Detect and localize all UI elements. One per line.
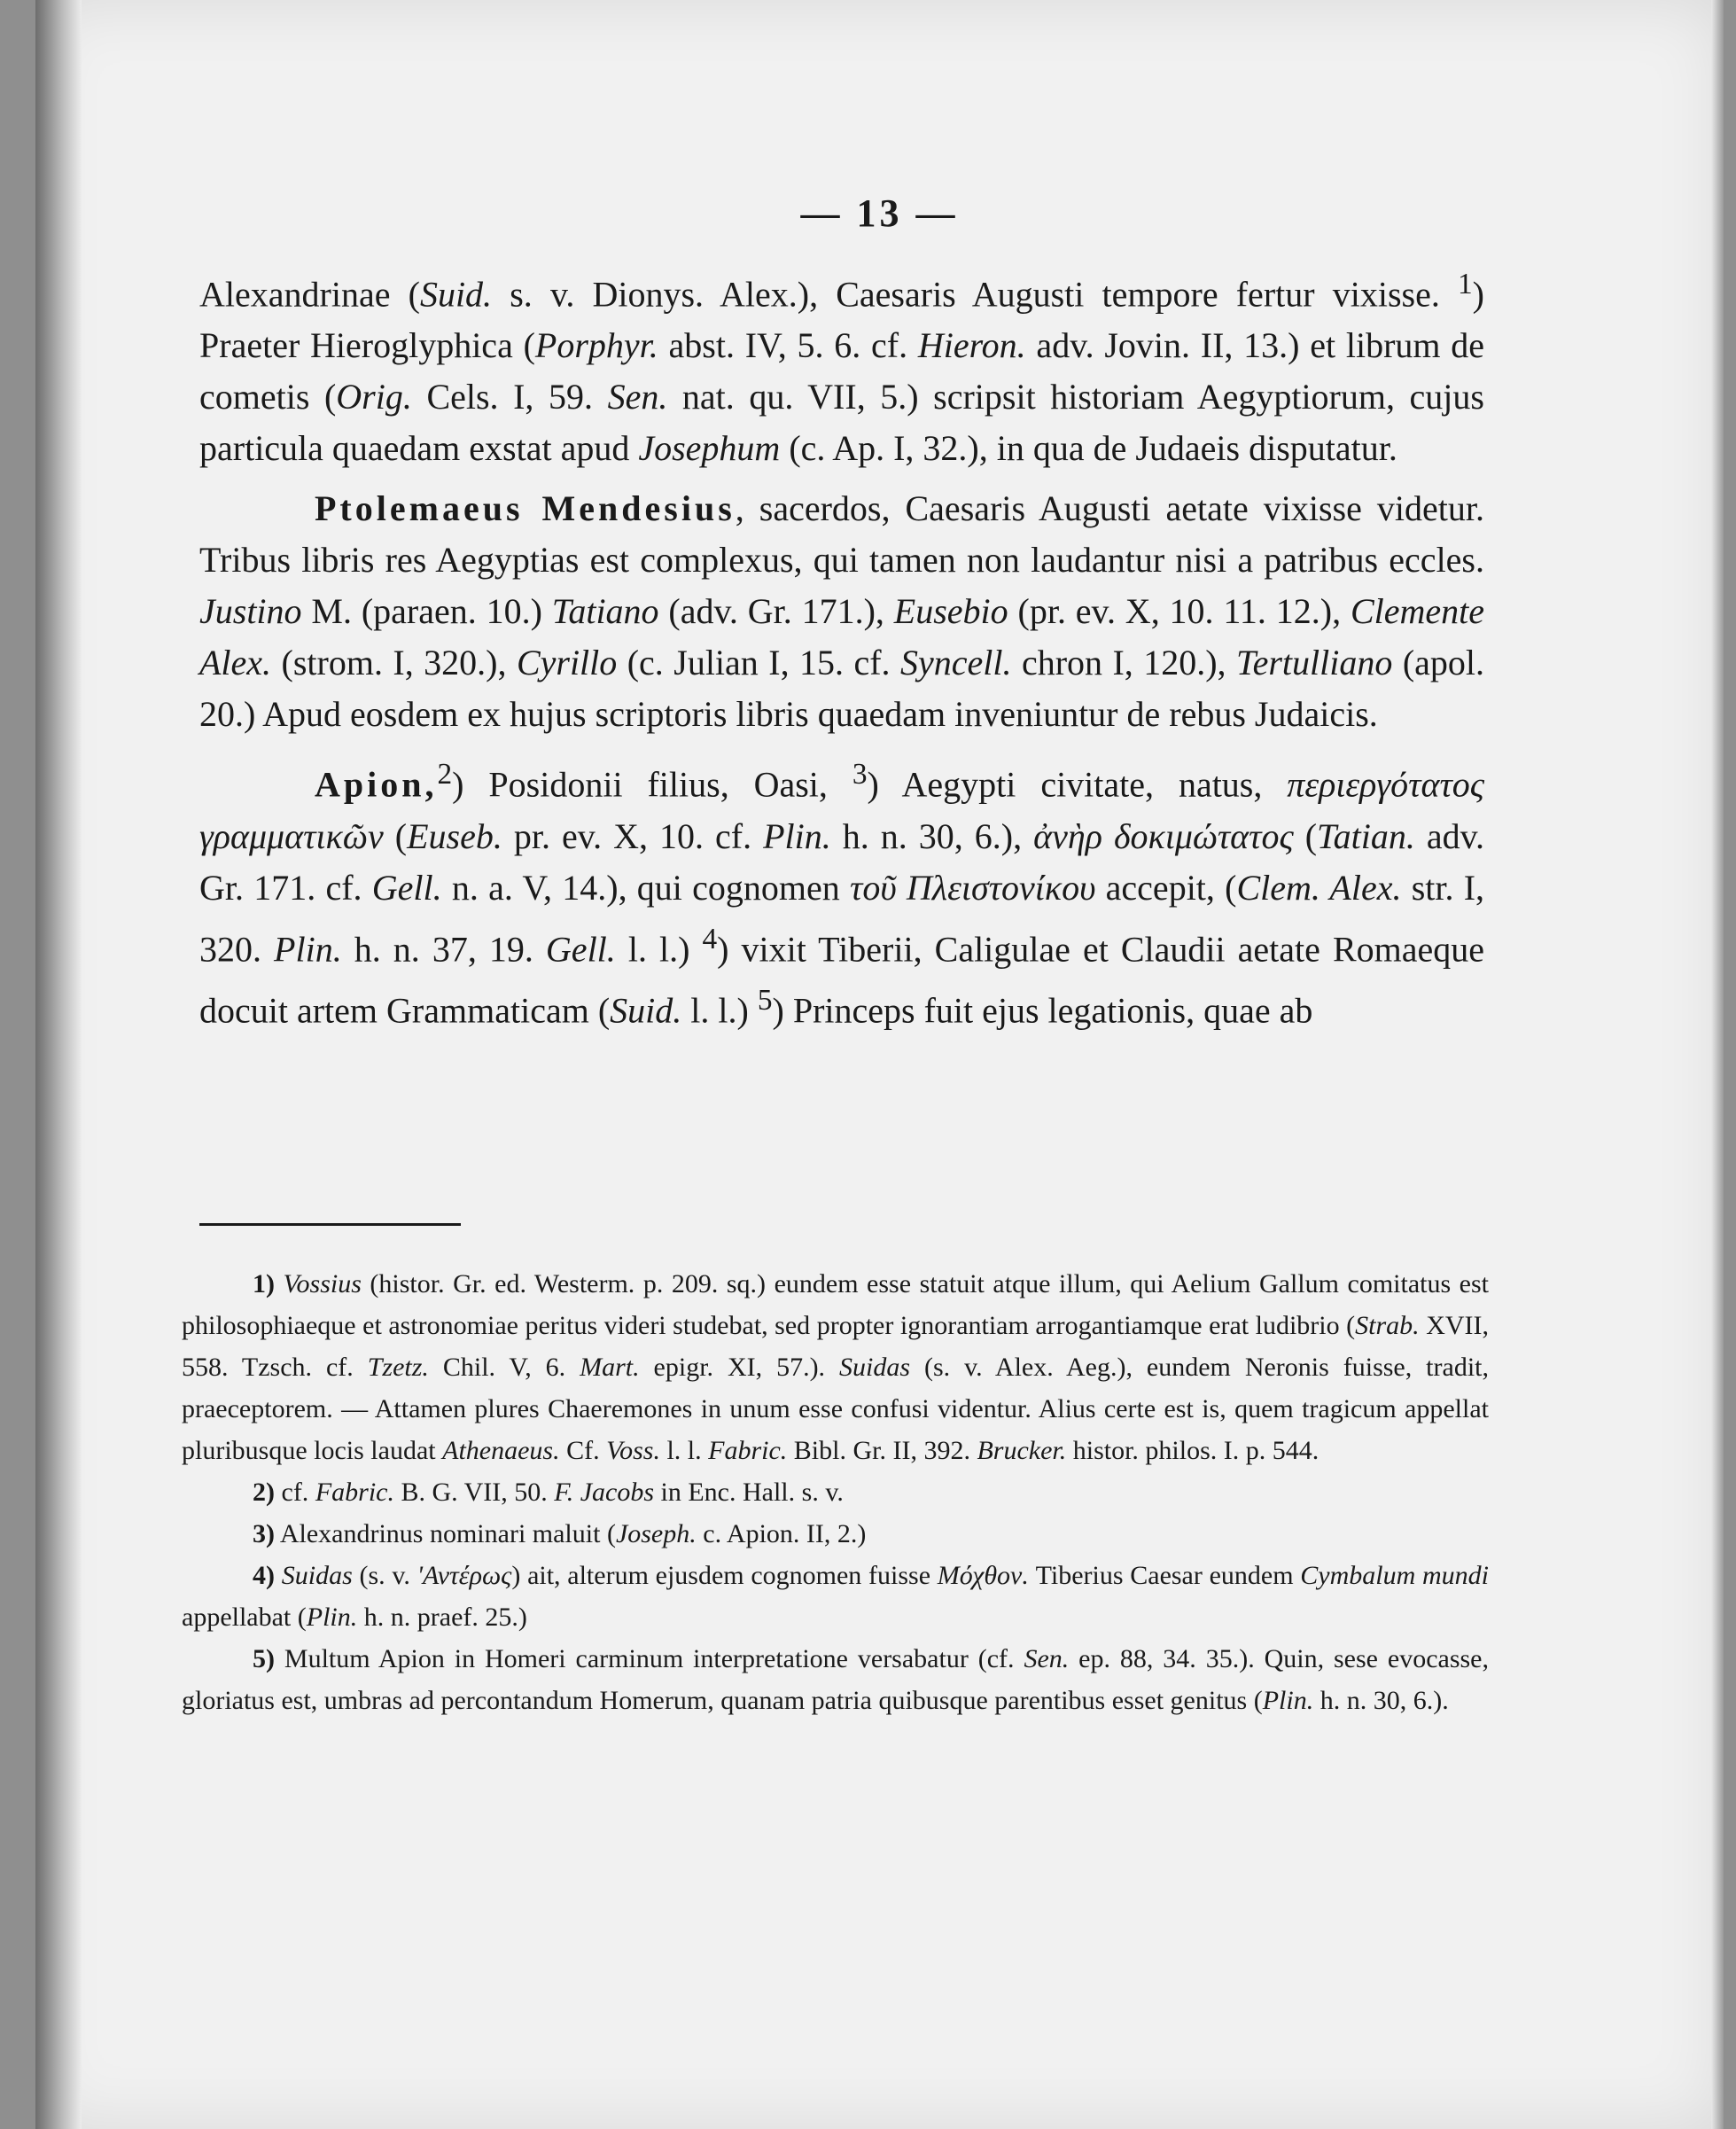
text-run: nat. qu. VII, 5.) scripsit historiam Aegyptiorum, cujus particula quaedam exstat apud: [199, 377, 1484, 469]
text-run: l. l.): [681, 990, 758, 1031]
text-run: (s. v.: [352, 1561, 417, 1590]
text-run: (adv. Gr. 171.),: [658, 591, 894, 632]
text-run: Bibl. Gr. II, 392.: [787, 1436, 977, 1465]
text-run: in Enc. Hall. s. v.: [654, 1478, 844, 1507]
book-page: [35, 0, 1724, 2129]
footnote-separator: [199, 1223, 461, 1226]
text-run: n. a. V, 14.), qui cognomen: [441, 867, 850, 908]
text-run: Cels. I, 59.: [411, 377, 608, 417]
citation: Tzetz.: [367, 1353, 429, 1382]
text-run: abst. IV, 5. 6. cf.: [658, 325, 918, 366]
citation: Porphyr.: [534, 325, 658, 366]
footnote-number: 2): [253, 1478, 275, 1507]
citation: Suidas: [281, 1561, 353, 1590]
citation: Euseb.: [407, 815, 502, 856]
citation: Orig.: [336, 377, 412, 417]
text-run: [275, 1561, 282, 1590]
citation: Plin.: [274, 928, 342, 969]
footnote-ref: 5: [757, 983, 773, 1017]
paragraph-2: [199, 483, 1484, 740]
text-run: B. G. VII, 50.: [393, 1478, 555, 1507]
footnote-number: 1): [253, 1269, 275, 1298]
citation: Clem. Alex.: [1236, 867, 1402, 908]
text-run: ) Princeps fuit ejus legationis, quae ab: [772, 990, 1313, 1031]
text-run: (pr. ev. X, 10. 11. 12.),: [1008, 591, 1351, 632]
text-run: histor. philos. I. p. 544.: [1066, 1436, 1320, 1465]
text-run: adv. Jovin. II, 13.) et librum de cometis (: [199, 325, 1485, 417]
text-run: (c. Julian I, 15. cf.: [617, 643, 900, 683]
text-run: (: [383, 815, 408, 856]
text-run: (strom. I, 320.),: [271, 643, 517, 683]
text-run: adv. Gr. 171. cf.: [199, 815, 1485, 908]
citation: Mart.: [580, 1353, 640, 1382]
citation: Gell.: [371, 867, 442, 908]
footnote-number: 4): [253, 1561, 275, 1590]
footnote-number: 5): [253, 1644, 275, 1673]
text-run: Multum Apion in Homeri carminum interpretatione versabatur (cf.: [275, 1644, 1024, 1673]
citation: Gell.: [545, 928, 616, 969]
text-run: accepit, (: [1095, 867, 1237, 908]
greek-phrase: τοῦ Πλειστονίκου: [850, 867, 1096, 908]
text-run: h. n. 30, 6.),: [830, 815, 1034, 856]
footnote-1: [182, 1263, 1489, 1471]
footnote-number: 3): [253, 1519, 275, 1548]
text-run: ) Aegypti civitate, natus,: [867, 764, 1288, 805]
text-run: Chil. V, 6.: [428, 1353, 580, 1382]
text-run: Tiberius Caesar eundem: [1028, 1561, 1301, 1590]
citation: Vossius: [283, 1269, 362, 1298]
page-right-edge: [1711, 0, 1724, 2129]
citation: Plin.: [763, 815, 831, 856]
main-text: [199, 259, 1484, 1045]
greek-phrase: Μόχθον.: [937, 1561, 1029, 1590]
paragraph-1: [199, 259, 1484, 474]
citation: Athenaeus.: [442, 1436, 560, 1465]
greek-phrase: ἀνὴρ δοκιμώτατος: [1033, 815, 1294, 856]
author-name: Apion,: [315, 764, 438, 805]
citation: Fabric.: [708, 1436, 788, 1465]
text-run: , sacerdos, Caesaris Augusti aetate vixisse videtur. Tribus libris res Aegyptias est complexus, qui tamen non laudantur nisi a patribus eccles.: [199, 488, 1484, 581]
text-run: epigr. XI, 57.).: [639, 1353, 840, 1382]
text-run: (s. v. Alex. Aeg.), eundem Neronis fuisse, tradit, praeceptorem. — Attamen plures Chaeremones in unum esse confusi videntur. Alius certe est is, quem tragicum appellat pluribusque locis laudat: [182, 1353, 1489, 1465]
greek-phrase: 'Αντέρως: [416, 1561, 512, 1590]
text-run: XVII, 558. Tzsch. cf.: [182, 1311, 1489, 1382]
text-run: ) Posidonii filius, Oasi,: [452, 764, 852, 805]
footnote-3: [182, 1513, 1489, 1555]
citation: Suidas: [839, 1353, 911, 1382]
text-run: chron I, 120.),: [1011, 643, 1237, 683]
text-run: cf.: [275, 1478, 315, 1507]
citation: Syncell.: [900, 643, 1012, 683]
citation: Fabric.: [315, 1478, 394, 1507]
footnote-ref: 1: [1458, 268, 1473, 300]
text-run: Cf.: [559, 1436, 607, 1465]
text-run: s. v. Dionys. Alex.), Caesaris Augusti tempore fertur vixisse.: [492, 274, 1458, 315]
citation: Eusebio: [893, 591, 1008, 632]
text-run: Alexandrinus nominari maluit (: [275, 1519, 616, 1548]
citation: Tertulliano: [1236, 643, 1393, 683]
footnote-4: [182, 1555, 1489, 1638]
text-run: l. l.): [615, 928, 703, 969]
text-run: M. (paraen. 10.): [301, 591, 552, 632]
citation: Cyrillo: [516, 643, 618, 683]
citation: F. Jacobs: [554, 1478, 655, 1507]
citation: Tatian.: [1317, 815, 1415, 856]
text-run: str. I, 320.: [199, 867, 1485, 969]
citation: Sen.: [1024, 1644, 1070, 1673]
citation: Joseph.: [615, 1519, 697, 1548]
citation: Plin.: [306, 1603, 358, 1632]
text-run: ) ait, alterum ejusdem cognomen fuisse: [511, 1561, 938, 1590]
footnotes: [182, 1263, 1489, 1721]
text-run: ) Praeter Hieroglyphica (: [199, 274, 1484, 366]
text-run: h. n. 30, 6.).: [1313, 1686, 1449, 1715]
text-run: ep. 88, 34. 35.). Quin, sese evocasse, gloriatus est, umbras ad percontandum Homerum, quanam patria quibusque parentibus esset genitus (: [182, 1644, 1489, 1715]
footnote-2: [182, 1471, 1489, 1513]
citation: Suid.: [419, 274, 493, 315]
citation: Suid.: [610, 990, 682, 1031]
text-run: [275, 1269, 284, 1298]
page-gutter-shadow: [35, 0, 82, 2129]
footnote-5: [182, 1638, 1489, 1721]
citation: Plin.: [1262, 1686, 1314, 1715]
text-run: l. l.: [659, 1436, 709, 1465]
footnote-ref: 3: [852, 758, 868, 792]
text-run: (: [1293, 815, 1318, 856]
text-run: appellabat (: [182, 1603, 307, 1632]
citation: Voss.: [606, 1436, 660, 1465]
page-number-header: — 13 —: [800, 191, 959, 235]
citation: Brucker.: [977, 1436, 1067, 1465]
citation: Sen.: [607, 377, 668, 417]
paragraph-3: [199, 749, 1484, 1036]
greek-phrase: περιεργότατος γραμματικῶν: [199, 764, 1484, 856]
citation: Hieron.: [917, 325, 1026, 366]
text-run: (histor. Gr. ed. Westerm. p. 209. sq.) eundem esse statuit atque illum, qui Aelium Gallum comitatus est philosophiaeque et astronomiae peritus videri studebat, sed propter ignorantiam arrogantiamque erat ludibrio (: [182, 1269, 1489, 1340]
text-run: ) vixit Tiberii, Caligulae et Claudii aetate Romaeque docuit artem Grammaticam (: [199, 928, 1485, 1031]
footnote-ref: 4: [702, 922, 718, 955]
text-run: c. Apion. II, 2.): [696, 1519, 867, 1548]
citation: Cymbalum mundi: [1300, 1561, 1489, 1590]
citation: Josephum: [638, 428, 781, 469]
text-run: h. n. 37, 19.: [341, 928, 546, 969]
text-run: h. n. praef. 25.): [357, 1603, 527, 1632]
citation: Justino: [199, 591, 302, 632]
text-run: Alexandrinae (: [199, 274, 420, 315]
text-run: (c. Ap. I, 32.), in qua de Judaeis disputatur.: [780, 428, 1397, 469]
text-run: pr. ev. X, 10. cf.: [502, 815, 764, 856]
citation: Clemente Alex.: [199, 591, 1485, 683]
citation: Strab.: [1355, 1311, 1420, 1340]
text-run: (apol. 20.) Apud eosdem ex hujus scriptoris libris quaedam inveniuntur de rebus Judaicis.: [199, 643, 1485, 735]
author-name: Ptolemaeus Mendesius: [315, 488, 736, 529]
citation: Tatiano: [551, 591, 659, 632]
footnote-ref: 2: [437, 758, 453, 792]
